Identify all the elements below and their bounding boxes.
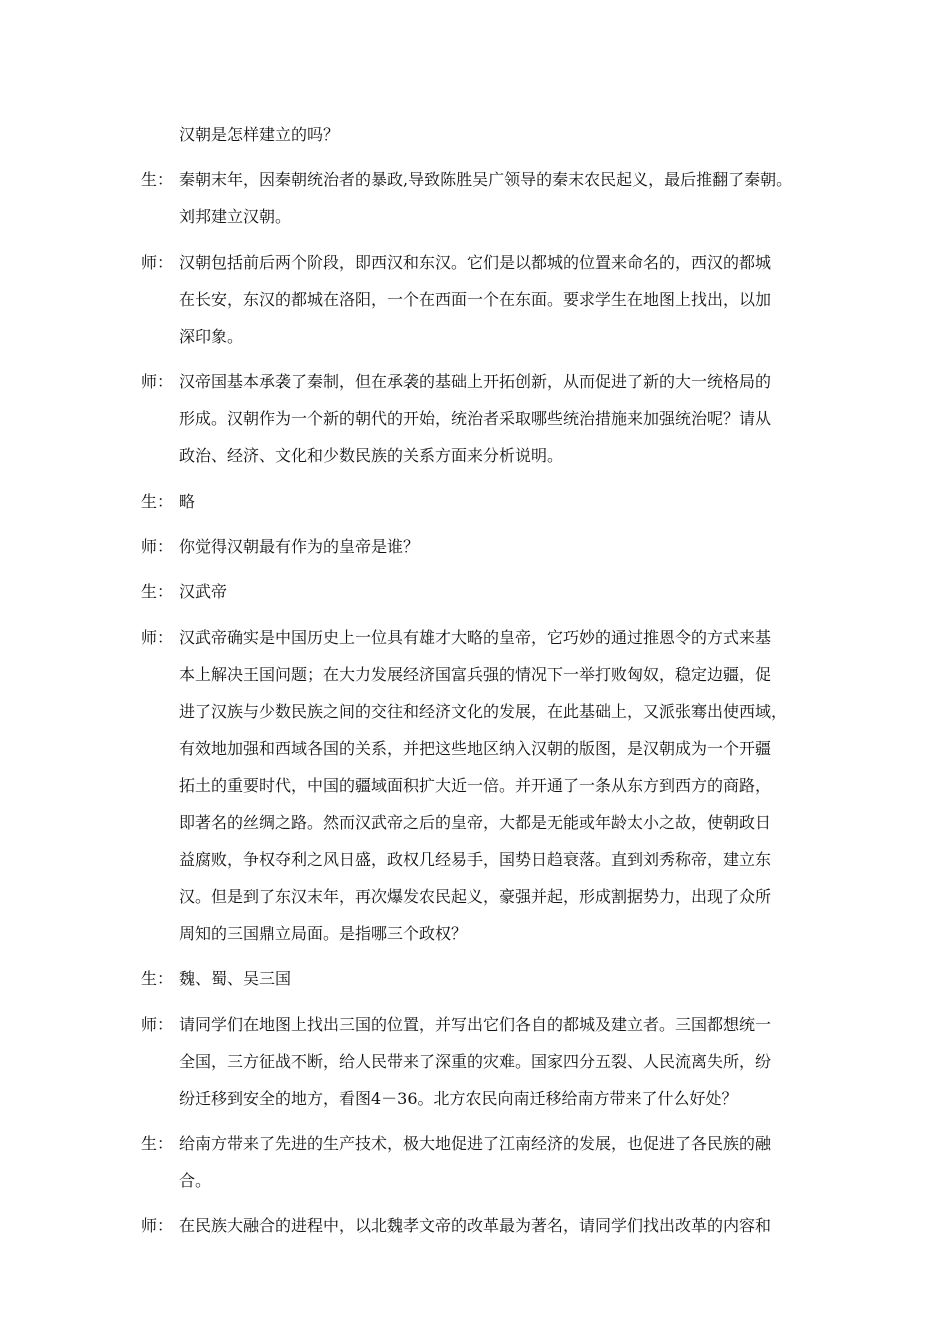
dialogue-paragraph: [141, 116, 831, 153]
dialogue-paragraph: [141, 573, 831, 610]
paragraph-line: 汉武帝: [179, 582, 228, 602]
paragraph-line: 汉朝包括前后两个阶段，即西汉和东汉。它们是以都城的位置来命名的，西汉的都城: [179, 252, 772, 272]
paragraph-line: 在民族大融合的进程中，以北魏孝文帝的改革最为著名，请同学们找出改革的内容和: [179, 1216, 772, 1236]
speaker-label: 师：: [141, 372, 174, 392]
paragraph-line: 全国，三方征战不断，给人民带来了深重的灾难。国家四分五裂、人民流离失所，纷: [179, 1051, 772, 1071]
paragraph-line: 益腐败，争权夺利之风日盛，政权几经易手，国势日趋衰落。直到刘秀称帝，建立东: [179, 849, 772, 869]
speaker-label: 师：: [141, 1014, 174, 1034]
paragraph-line: 你觉得汉朝最有作为的皇帝是谁？: [179, 536, 420, 556]
paragraph-line: 有效地加强和西域各国的关系，并把这些地区纳入汉朝的版图，是汉朝成为一个开疆: [179, 738, 772, 758]
speaker-label: 师：: [141, 536, 174, 556]
paragraph-line: 拓土的重要时代，中国的疆域面积扩大近一倍。并开通了一条从东方到西方的商路，: [179, 775, 772, 795]
paragraph-line: 魏、蜀、吴三国: [179, 969, 292, 989]
paragraph-line: 深印象。: [179, 326, 244, 346]
paragraph-line: 进了汉族与少数民族之间的交往和经济文化的发展，在此基础上，又派张骞出使西域，: [179, 701, 788, 721]
dialogue-paragraph: [141, 528, 831, 565]
speaker-label: 生：: [141, 582, 174, 602]
paragraph-line: 纷迁移到安全的地方，看图4－36。北方农民向南迁移给南方带来了什么好处？: [179, 1088, 738, 1108]
dialogue-paragraph: [141, 363, 831, 474]
dialogue-paragraph: [141, 1125, 831, 1199]
paragraph-line: 请同学们在地图上找出三国的位置，并写出它们各自的都城及建立者。三国都想统一: [179, 1014, 772, 1034]
speaker-label: 生：: [141, 969, 174, 989]
speaker-label: 生：: [141, 1133, 174, 1153]
paragraph-line: 周知的三国鼎立局面。是指哪三个政权？: [179, 923, 468, 943]
dialogue-paragraph: [141, 244, 831, 355]
paragraph-line: 秦朝末年，因秦朝统治者的暴政,导致陈胜吴广领导的秦末农民起义，最后推翻了秦朝。: [179, 170, 793, 190]
paragraph-line: 刘邦建立汉朝。: [179, 207, 292, 227]
dialogue-paragraph: [141, 483, 831, 520]
paragraph-line: 合。: [179, 1170, 212, 1190]
paragraph-line: 汉。但是到了东汉末年，再次爆发农民起义，豪强并起，形成割据势力，出现了众所: [179, 886, 772, 906]
dialogue-paragraph: [141, 1006, 831, 1117]
paragraph-line: 在长安，东汉的都城在洛阳，一个在西面一个在东面。要求学生在地图上找出，以加: [179, 289, 772, 309]
paragraph-line: 政治、经济、文化和少数民族的关系方面来分析说明。: [179, 446, 564, 466]
paragraph-line: 汉武帝确实是中国历史上一位具有雄才大略的皇帝，它巧妙的通过推恩令的方式来基: [179, 627, 772, 647]
paragraph-line: 给南方带来了先进的生产技术，极大地促进了江南经济的发展，也促进了各民族的融: [179, 1133, 772, 1153]
dialogue-paragraph: [141, 1207, 831, 1244]
paragraph-line: 即著名的丝绸之路。然而汉武帝之后的皇帝，大都是无能或年龄太小之故，使朝政日: [179, 812, 772, 832]
paragraph-line: 汉帝国基本承袭了秦制，但在承袭的基础上开拓创新，从而促进了新的大一统格局的: [179, 372, 772, 392]
paragraph-line: 汉朝是怎样建立的吗？: [179, 125, 340, 144]
paragraph-line: 本上解决王国问题；在大力发展经济国富兵强的情况下一举打败匈奴，稳定边疆，促: [179, 664, 772, 684]
speaker-label: 师：: [141, 1216, 174, 1236]
dialogue-paragraph: [141, 161, 831, 235]
speaker-label: 生：: [141, 170, 174, 190]
document-body: [141, 116, 831, 1253]
paragraph-line: 形成。汉朝作为一个新的朝代的开始，统治者采取哪些统治措施来加强统治呢？请从: [179, 409, 772, 429]
speaker-label: 师：: [141, 252, 174, 272]
dialogue-paragraph: [141, 619, 831, 952]
speaker-label: 师：: [141, 627, 174, 647]
dialogue-paragraph: [141, 960, 831, 997]
paragraph-line: 略: [179, 491, 196, 511]
speaker-label: 生：: [141, 491, 174, 511]
